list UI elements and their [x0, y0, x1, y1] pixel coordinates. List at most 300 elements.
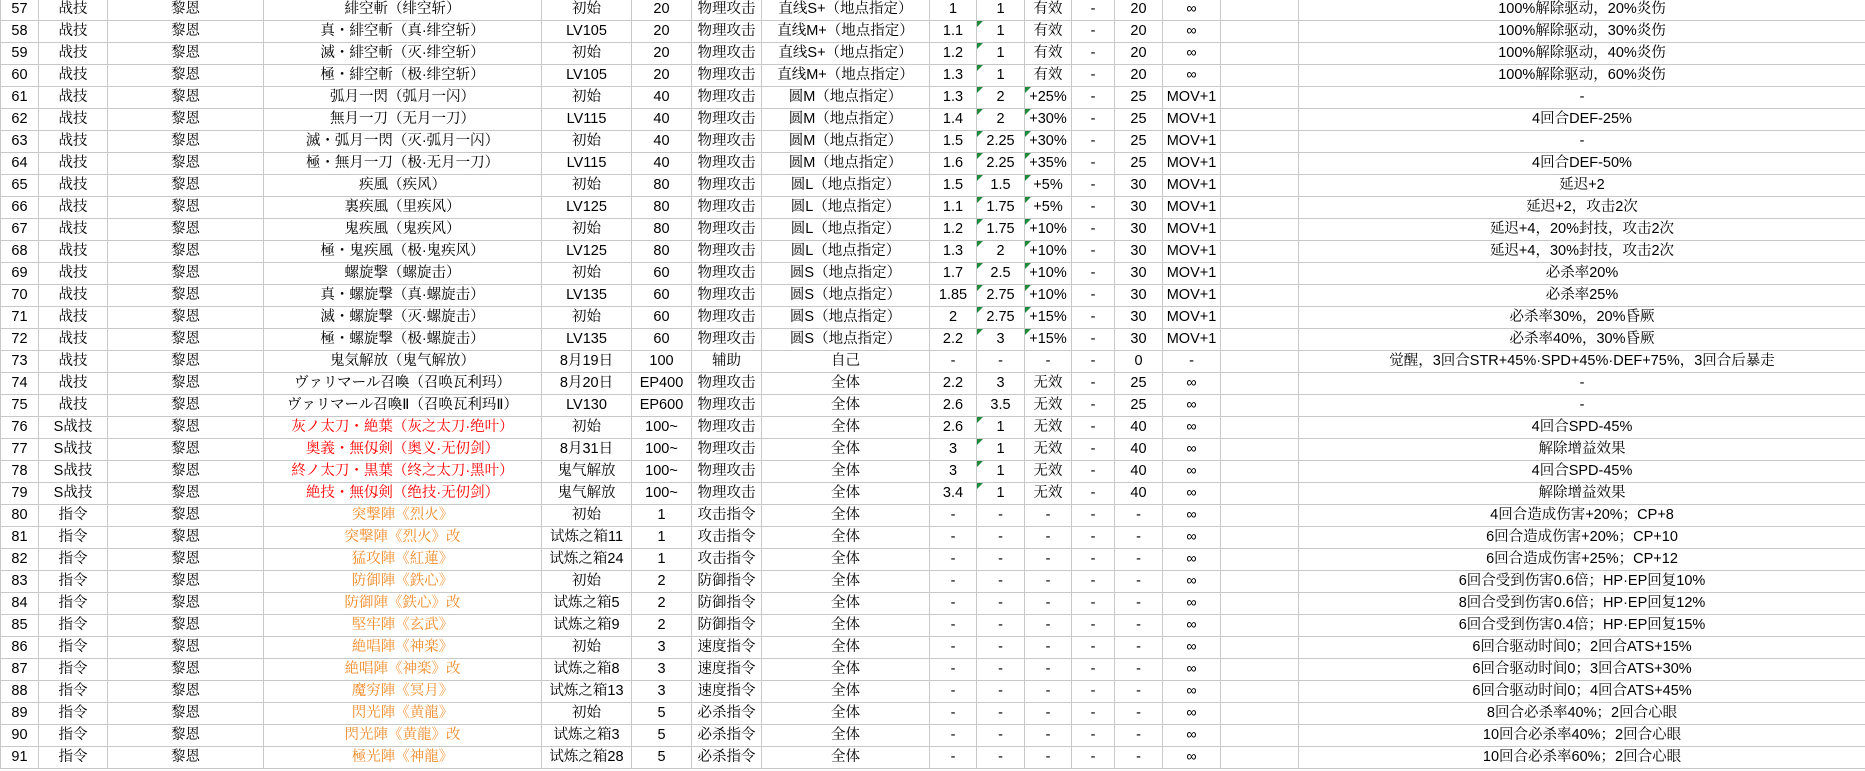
- unknown-cell[interactable]: -: [1072, 505, 1115, 527]
- row-number-cell[interactable]: 66: [1, 197, 39, 219]
- category-cell[interactable]: 速度指令: [692, 681, 762, 703]
- break-cell[interactable]: -: [1025, 351, 1072, 373]
- unknown-cell[interactable]: -: [1072, 109, 1115, 131]
- obtain-cell[interactable]: 试炼之箱24: [542, 549, 632, 571]
- power-cell[interactable]: -: [930, 351, 977, 373]
- category-cell[interactable]: 攻击指令: [692, 527, 762, 549]
- cost-cell[interactable]: 80: [632, 175, 692, 197]
- cost-cell[interactable]: 60: [632, 307, 692, 329]
- power-cell[interactable]: -: [930, 747, 977, 769]
- cost-cell[interactable]: 80: [632, 219, 692, 241]
- delay-cell[interactable]: 30: [1115, 263, 1163, 285]
- power-cell[interactable]: -: [930, 637, 977, 659]
- cost-cell[interactable]: 1: [632, 505, 692, 527]
- break-cell[interactable]: 有效: [1025, 43, 1072, 65]
- break-cell[interactable]: +15%: [1025, 329, 1072, 351]
- character-cell[interactable]: 黎恩: [108, 241, 264, 263]
- limit-cell[interactable]: ∞: [1163, 637, 1221, 659]
- extra-cell[interactable]: [1221, 373, 1299, 395]
- category-cell[interactable]: 物理攻击: [692, 43, 762, 65]
- unknown-cell[interactable]: -: [1072, 593, 1115, 615]
- category-cell[interactable]: 物理攻击: [692, 373, 762, 395]
- effect-cell[interactable]: 解除增益效果: [1299, 483, 1865, 505]
- cost-cell[interactable]: 20: [632, 43, 692, 65]
- obtain-cell[interactable]: 初始: [542, 505, 632, 527]
- limit-cell[interactable]: ∞: [1163, 65, 1221, 87]
- power-cell[interactable]: 1.85: [930, 285, 977, 307]
- extra-cell[interactable]: [1221, 703, 1299, 725]
- break-cell[interactable]: 有效: [1025, 0, 1072, 21]
- skill-name-cell[interactable]: 極・螺旋撃（极·螺旋击）: [264, 329, 542, 351]
- delay-cell[interactable]: -: [1115, 593, 1163, 615]
- delay-cell[interactable]: 25: [1115, 87, 1163, 109]
- power-cell[interactable]: 2.2: [930, 329, 977, 351]
- obtain-cell[interactable]: 试炼之箱11: [542, 527, 632, 549]
- category-cell[interactable]: 物理攻击: [692, 197, 762, 219]
- obtain-cell[interactable]: 8月31日: [542, 439, 632, 461]
- skill-name-cell[interactable]: 滅・緋空斬（灭·绯空斩）: [264, 43, 542, 65]
- skill-type-cell[interactable]: 战技: [39, 329, 108, 351]
- extra-cell[interactable]: [1221, 109, 1299, 131]
- range-cell[interactable]: 全体: [762, 615, 930, 637]
- skill-name-cell[interactable]: 極・無月一刀（极·无月一刀）: [264, 153, 542, 175]
- extra-cell[interactable]: [1221, 65, 1299, 87]
- limit-cell[interactable]: ∞: [1163, 703, 1221, 725]
- skill-type-cell[interactable]: 指令: [39, 725, 108, 747]
- row-number-cell[interactable]: 72: [1, 329, 39, 351]
- obtain-cell[interactable]: 试炼之箱3: [542, 725, 632, 747]
- extra-cell[interactable]: [1221, 747, 1299, 769]
- obtain-cell[interactable]: 鬼气解放: [542, 461, 632, 483]
- range-cell[interactable]: 圆M（地点指定）: [762, 131, 930, 153]
- extra-cell[interactable]: [1221, 725, 1299, 747]
- cost-cell[interactable]: 80: [632, 241, 692, 263]
- effect-cell[interactable]: 6回合驱动时间0；2回合ATS+15%: [1299, 637, 1865, 659]
- row-number-cell[interactable]: 90: [1, 725, 39, 747]
- character-cell[interactable]: 黎恩: [108, 593, 264, 615]
- extra-cell[interactable]: [1221, 197, 1299, 219]
- range-cell[interactable]: 圆L（地点指定）: [762, 197, 930, 219]
- skill-name-cell[interactable]: 真・緋空斬（真·绯空斩）: [264, 21, 542, 43]
- effect-cell[interactable]: 6回合造成伤害+20%；CP+10: [1299, 527, 1865, 549]
- hits-cell[interactable]: 2: [977, 241, 1025, 263]
- unknown-cell[interactable]: -: [1072, 527, 1115, 549]
- skill-name-cell[interactable]: 滅・弧月一閃（灭·弧月一闪）: [264, 131, 542, 153]
- extra-cell[interactable]: [1221, 461, 1299, 483]
- effect-cell[interactable]: 觉醒，3回合STR+45%·SPD+45%·DEF+75%，3回合后暴走: [1299, 351, 1865, 373]
- cost-cell[interactable]: 40: [632, 153, 692, 175]
- cost-cell[interactable]: 60: [632, 285, 692, 307]
- extra-cell[interactable]: [1221, 637, 1299, 659]
- obtain-cell[interactable]: 鬼气解放: [542, 483, 632, 505]
- obtain-cell[interactable]: 初始: [542, 131, 632, 153]
- break-cell[interactable]: +35%: [1025, 153, 1072, 175]
- effect-cell[interactable]: 延迟+4，30%封技，攻击2次: [1299, 241, 1865, 263]
- hits-cell[interactable]: -: [977, 725, 1025, 747]
- unknown-cell[interactable]: -: [1072, 43, 1115, 65]
- unknown-cell[interactable]: -: [1072, 87, 1115, 109]
- category-cell[interactable]: 辅助: [692, 351, 762, 373]
- obtain-cell[interactable]: 初始: [542, 703, 632, 725]
- skill-type-cell[interactable]: 战技: [39, 241, 108, 263]
- unknown-cell[interactable]: -: [1072, 725, 1115, 747]
- cost-cell[interactable]: 40: [632, 109, 692, 131]
- obtain-cell[interactable]: 初始: [542, 637, 632, 659]
- skill-name-cell[interactable]: 防御陣《鉄心》改: [264, 593, 542, 615]
- power-cell[interactable]: 1.3: [930, 241, 977, 263]
- power-cell[interactable]: 3: [930, 461, 977, 483]
- limit-cell[interactable]: MOV+1: [1163, 87, 1221, 109]
- delay-cell[interactable]: 30: [1115, 241, 1163, 263]
- extra-cell[interactable]: [1221, 505, 1299, 527]
- character-cell[interactable]: 黎恩: [108, 571, 264, 593]
- range-cell[interactable]: 全体: [762, 593, 930, 615]
- skill-type-cell[interactable]: S战技: [39, 461, 108, 483]
- range-cell[interactable]: 圆M（地点指定）: [762, 109, 930, 131]
- hits-cell[interactable]: -: [977, 659, 1025, 681]
- skill-name-cell[interactable]: 魔穷陣《冥月》: [264, 681, 542, 703]
- extra-cell[interactable]: [1221, 571, 1299, 593]
- delay-cell[interactable]: -: [1115, 615, 1163, 637]
- character-cell[interactable]: 黎恩: [108, 87, 264, 109]
- delay-cell[interactable]: 25: [1115, 373, 1163, 395]
- category-cell[interactable]: 必杀指令: [692, 747, 762, 769]
- effect-cell[interactable]: 延迟+2: [1299, 175, 1865, 197]
- unknown-cell[interactable]: -: [1072, 615, 1115, 637]
- break-cell[interactable]: +10%: [1025, 285, 1072, 307]
- category-cell[interactable]: 物理攻击: [692, 21, 762, 43]
- cost-cell[interactable]: 1: [632, 527, 692, 549]
- break-cell[interactable]: +10%: [1025, 263, 1072, 285]
- limit-cell[interactable]: ∞: [1163, 681, 1221, 703]
- skill-type-cell[interactable]: 战技: [39, 65, 108, 87]
- unknown-cell[interactable]: -: [1072, 461, 1115, 483]
- effect-cell[interactable]: 6回合驱动时间0；3回合ATS+30%: [1299, 659, 1865, 681]
- extra-cell[interactable]: [1221, 307, 1299, 329]
- hits-cell[interactable]: 1: [977, 461, 1025, 483]
- limit-cell[interactable]: MOV+1: [1163, 175, 1221, 197]
- power-cell[interactable]: -: [930, 527, 977, 549]
- row-number-cell[interactable]: 69: [1, 263, 39, 285]
- power-cell[interactable]: 1.2: [930, 219, 977, 241]
- break-cell[interactable]: -: [1025, 505, 1072, 527]
- extra-cell[interactable]: [1221, 87, 1299, 109]
- row-number-cell[interactable]: 81: [1, 527, 39, 549]
- category-cell[interactable]: 物理攻击: [692, 439, 762, 461]
- effect-cell[interactable]: 4回合SPD-45%: [1299, 417, 1865, 439]
- effect-cell[interactable]: 延迟+2，攻击2次: [1299, 197, 1865, 219]
- power-cell[interactable]: 1.6: [930, 153, 977, 175]
- power-cell[interactable]: 3.4: [930, 483, 977, 505]
- break-cell[interactable]: -: [1025, 549, 1072, 571]
- category-cell[interactable]: 物理攻击: [692, 153, 762, 175]
- extra-cell[interactable]: [1221, 329, 1299, 351]
- skill-type-cell[interactable]: 指令: [39, 615, 108, 637]
- character-cell[interactable]: 黎恩: [108, 219, 264, 241]
- unknown-cell[interactable]: -: [1072, 197, 1115, 219]
- skill-type-cell[interactable]: 战技: [39, 219, 108, 241]
- delay-cell[interactable]: 30: [1115, 285, 1163, 307]
- skill-type-cell[interactable]: 战技: [39, 263, 108, 285]
- effect-cell[interactable]: 必杀率30%，20%昏厥: [1299, 307, 1865, 329]
- unknown-cell[interactable]: -: [1072, 373, 1115, 395]
- unknown-cell[interactable]: -: [1072, 307, 1115, 329]
- break-cell[interactable]: -: [1025, 571, 1072, 593]
- hits-cell[interactable]: -: [977, 527, 1025, 549]
- row-number-cell[interactable]: 80: [1, 505, 39, 527]
- delay-cell[interactable]: -: [1115, 527, 1163, 549]
- skill-name-cell[interactable]: 鬼気解放（鬼气解放）: [264, 351, 542, 373]
- extra-cell[interactable]: [1221, 659, 1299, 681]
- skill-type-cell[interactable]: 战技: [39, 351, 108, 373]
- unknown-cell[interactable]: -: [1072, 637, 1115, 659]
- obtain-cell[interactable]: 试炼之箱9: [542, 615, 632, 637]
- row-number-cell[interactable]: 60: [1, 65, 39, 87]
- unknown-cell[interactable]: -: [1072, 241, 1115, 263]
- hits-cell[interactable]: 1.75: [977, 219, 1025, 241]
- character-cell[interactable]: 黎恩: [108, 483, 264, 505]
- effect-cell[interactable]: 100%解除驱动，60%炎伤: [1299, 65, 1865, 87]
- limit-cell[interactable]: MOV+1: [1163, 329, 1221, 351]
- hits-cell[interactable]: -: [977, 615, 1025, 637]
- cost-cell[interactable]: 100~: [632, 417, 692, 439]
- obtain-cell[interactable]: 初始: [542, 0, 632, 21]
- category-cell[interactable]: 物理攻击: [692, 417, 762, 439]
- character-cell[interactable]: 黎恩: [108, 307, 264, 329]
- limit-cell[interactable]: ∞: [1163, 571, 1221, 593]
- skill-name-cell[interactable]: 突撃陣《烈火》: [264, 505, 542, 527]
- hits-cell[interactable]: 1: [977, 43, 1025, 65]
- hits-cell[interactable]: -: [977, 505, 1025, 527]
- row-number-cell[interactable]: 74: [1, 373, 39, 395]
- delay-cell[interactable]: -: [1115, 681, 1163, 703]
- effect-cell[interactable]: 延迟+4，20%封技，攻击2次: [1299, 219, 1865, 241]
- cost-cell[interactable]: 60: [632, 263, 692, 285]
- skill-type-cell[interactable]: 战技: [39, 197, 108, 219]
- cost-cell[interactable]: 40: [632, 87, 692, 109]
- extra-cell[interactable]: [1221, 0, 1299, 21]
- limit-cell[interactable]: ∞: [1163, 593, 1221, 615]
- unknown-cell[interactable]: -: [1072, 21, 1115, 43]
- skill-type-cell[interactable]: 指令: [39, 571, 108, 593]
- power-cell[interactable]: 2.6: [930, 395, 977, 417]
- cost-cell[interactable]: 80: [632, 197, 692, 219]
- obtain-cell[interactable]: LV135: [542, 329, 632, 351]
- skill-name-cell[interactable]: 鬼疾風（鬼疾风）: [264, 219, 542, 241]
- cost-cell[interactable]: 2: [632, 593, 692, 615]
- effect-cell[interactable]: 4回合DEF-25%: [1299, 109, 1865, 131]
- skill-name-cell[interactable]: 奥義・無仭剣（奥义·无仞剑）: [264, 439, 542, 461]
- skill-name-cell[interactable]: 絶唱陣《神楽》改: [264, 659, 542, 681]
- break-cell[interactable]: 无效: [1025, 483, 1072, 505]
- row-number-cell[interactable]: 62: [1, 109, 39, 131]
- effect-cell[interactable]: 8回合必杀率40%；2回合心眼: [1299, 703, 1865, 725]
- row-number-cell[interactable]: 67: [1, 219, 39, 241]
- unknown-cell[interactable]: -: [1072, 417, 1115, 439]
- obtain-cell[interactable]: LV115: [542, 153, 632, 175]
- unknown-cell[interactable]: -: [1072, 659, 1115, 681]
- skill-type-cell[interactable]: 指令: [39, 593, 108, 615]
- category-cell[interactable]: 物理攻击: [692, 0, 762, 21]
- unknown-cell[interactable]: -: [1072, 351, 1115, 373]
- category-cell[interactable]: 物理攻击: [692, 461, 762, 483]
- cost-cell[interactable]: 3: [632, 681, 692, 703]
- skill-type-cell[interactable]: 指令: [39, 505, 108, 527]
- range-cell[interactable]: 圆L（地点指定）: [762, 175, 930, 197]
- skill-name-cell[interactable]: 緋空斬（绯空斩）: [264, 0, 542, 21]
- skill-name-cell[interactable]: 極光陣《神龍》: [264, 747, 542, 769]
- hits-cell[interactable]: 1: [977, 65, 1025, 87]
- power-cell[interactable]: -: [930, 505, 977, 527]
- hits-cell[interactable]: -: [977, 549, 1025, 571]
- skill-name-cell[interactable]: 真・螺旋撃（真·螺旋击）: [264, 285, 542, 307]
- hits-cell[interactable]: -: [977, 747, 1025, 769]
- skill-type-cell[interactable]: 战技: [39, 87, 108, 109]
- obtain-cell[interactable]: 试炼之箱8: [542, 659, 632, 681]
- extra-cell[interactable]: [1221, 483, 1299, 505]
- cost-cell[interactable]: 2: [632, 615, 692, 637]
- break-cell[interactable]: -: [1025, 703, 1072, 725]
- effect-cell[interactable]: 4回合造成伤害+20%；CP+8: [1299, 505, 1865, 527]
- limit-cell[interactable]: ∞: [1163, 43, 1221, 65]
- obtain-cell[interactable]: 8月20日: [542, 373, 632, 395]
- category-cell[interactable]: 攻击指令: [692, 549, 762, 571]
- break-cell[interactable]: -: [1025, 615, 1072, 637]
- range-cell[interactable]: 全体: [762, 659, 930, 681]
- limit-cell[interactable]: ∞: [1163, 615, 1221, 637]
- obtain-cell[interactable]: LV115: [542, 109, 632, 131]
- hits-cell[interactable]: 2.25: [977, 153, 1025, 175]
- row-number-cell[interactable]: 86: [1, 637, 39, 659]
- power-cell[interactable]: 2.6: [930, 417, 977, 439]
- row-number-cell[interactable]: 77: [1, 439, 39, 461]
- hits-cell[interactable]: 3.5: [977, 395, 1025, 417]
- limit-cell[interactable]: MOV+1: [1163, 197, 1221, 219]
- obtain-cell[interactable]: LV125: [542, 241, 632, 263]
- extra-cell[interactable]: [1221, 439, 1299, 461]
- power-cell[interactable]: -: [930, 593, 977, 615]
- range-cell[interactable]: 圆S（地点指定）: [762, 263, 930, 285]
- category-cell[interactable]: 物理攻击: [692, 219, 762, 241]
- obtain-cell[interactable]: 试炼之箱5: [542, 593, 632, 615]
- category-cell[interactable]: 速度指令: [692, 637, 762, 659]
- row-number-cell[interactable]: 70: [1, 285, 39, 307]
- skill-type-cell[interactable]: 战技: [39, 0, 108, 21]
- break-cell[interactable]: 有效: [1025, 21, 1072, 43]
- delay-cell[interactable]: 30: [1115, 329, 1163, 351]
- skill-name-cell[interactable]: 疾風（疾风）: [264, 175, 542, 197]
- character-cell[interactable]: 黎恩: [108, 197, 264, 219]
- character-cell[interactable]: 黎恩: [108, 395, 264, 417]
- skill-type-cell[interactable]: 战技: [39, 21, 108, 43]
- unknown-cell[interactable]: -: [1072, 175, 1115, 197]
- delay-cell[interactable]: 25: [1115, 395, 1163, 417]
- limit-cell[interactable]: -: [1163, 351, 1221, 373]
- power-cell[interactable]: -: [930, 725, 977, 747]
- cost-cell[interactable]: 100~: [632, 461, 692, 483]
- character-cell[interactable]: 黎恩: [108, 329, 264, 351]
- delay-cell[interactable]: 25: [1115, 131, 1163, 153]
- category-cell[interactable]: 速度指令: [692, 659, 762, 681]
- category-cell[interactable]: 物理攻击: [692, 329, 762, 351]
- row-number-cell[interactable]: 91: [1, 747, 39, 769]
- break-cell[interactable]: +10%: [1025, 241, 1072, 263]
- limit-cell[interactable]: ∞: [1163, 21, 1221, 43]
- break-cell[interactable]: -: [1025, 681, 1072, 703]
- skill-name-cell[interactable]: ヴァリマール召喚Ⅱ（召唤瓦利玛Ⅱ）: [264, 395, 542, 417]
- category-cell[interactable]: 物理攻击: [692, 285, 762, 307]
- delay-cell[interactable]: 20: [1115, 65, 1163, 87]
- extra-cell[interactable]: [1221, 241, 1299, 263]
- character-cell[interactable]: 黎恩: [108, 351, 264, 373]
- cost-cell[interactable]: 20: [632, 21, 692, 43]
- effect-cell[interactable]: 必杀率20%: [1299, 263, 1865, 285]
- power-cell[interactable]: 1.4: [930, 109, 977, 131]
- skill-type-cell[interactable]: 战技: [39, 307, 108, 329]
- power-cell[interactable]: 1.1: [930, 197, 977, 219]
- category-cell[interactable]: 物理攻击: [692, 131, 762, 153]
- row-number-cell[interactable]: 84: [1, 593, 39, 615]
- effect-cell[interactable]: 6回合受到伤害0.6倍；HP·EP回复10%: [1299, 571, 1865, 593]
- extra-cell[interactable]: [1221, 153, 1299, 175]
- character-cell[interactable]: 黎恩: [108, 175, 264, 197]
- hits-cell[interactable]: 2.5: [977, 263, 1025, 285]
- skill-name-cell[interactable]: 終ノ太刀・黒葉（终之太刀·黑叶）: [264, 461, 542, 483]
- break-cell[interactable]: 无效: [1025, 439, 1072, 461]
- skill-type-cell[interactable]: 指令: [39, 549, 108, 571]
- power-cell[interactable]: 1.2: [930, 43, 977, 65]
- cost-cell[interactable]: 1: [632, 549, 692, 571]
- delay-cell[interactable]: 0: [1115, 351, 1163, 373]
- skill-type-cell[interactable]: 战技: [39, 109, 108, 131]
- limit-cell[interactable]: MOV+1: [1163, 109, 1221, 131]
- delay-cell[interactable]: 40: [1115, 461, 1163, 483]
- skill-name-cell[interactable]: 灰ノ太刀・絶葉（灰之太刀·绝叶）: [264, 417, 542, 439]
- extra-cell[interactable]: [1221, 131, 1299, 153]
- skill-name-cell[interactable]: 堅牢陣《玄武》: [264, 615, 542, 637]
- obtain-cell[interactable]: 试炼之箱13: [542, 681, 632, 703]
- range-cell[interactable]: 全体: [762, 439, 930, 461]
- hits-cell[interactable]: -: [977, 593, 1025, 615]
- category-cell[interactable]: 物理攻击: [692, 395, 762, 417]
- unknown-cell[interactable]: -: [1072, 681, 1115, 703]
- obtain-cell[interactable]: 初始: [542, 219, 632, 241]
- character-cell[interactable]: 黎恩: [108, 615, 264, 637]
- obtain-cell[interactable]: 试炼之箱28: [542, 747, 632, 769]
- power-cell[interactable]: 1.5: [930, 131, 977, 153]
- limit-cell[interactable]: ∞: [1163, 373, 1221, 395]
- character-cell[interactable]: 黎恩: [108, 153, 264, 175]
- category-cell[interactable]: 物理攻击: [692, 307, 762, 329]
- row-number-cell[interactable]: 63: [1, 131, 39, 153]
- cost-cell[interactable]: 3: [632, 659, 692, 681]
- obtain-cell[interactable]: 初始: [542, 417, 632, 439]
- effect-cell[interactable]: -: [1299, 131, 1865, 153]
- obtain-cell[interactable]: 初始: [542, 175, 632, 197]
- delay-cell[interactable]: -: [1115, 637, 1163, 659]
- limit-cell[interactable]: MOV+1: [1163, 307, 1221, 329]
- break-cell[interactable]: +25%: [1025, 87, 1072, 109]
- extra-cell[interactable]: [1221, 43, 1299, 65]
- delay-cell[interactable]: 30: [1115, 219, 1163, 241]
- range-cell[interactable]: 圆S（地点指定）: [762, 285, 930, 307]
- character-cell[interactable]: 黎恩: [108, 725, 264, 747]
- extra-cell[interactable]: [1221, 21, 1299, 43]
- unknown-cell[interactable]: -: [1072, 153, 1115, 175]
- skill-name-cell[interactable]: 弧月一閃（弧月一闪）: [264, 87, 542, 109]
- range-cell[interactable]: 全体: [762, 571, 930, 593]
- limit-cell[interactable]: ∞: [1163, 417, 1221, 439]
